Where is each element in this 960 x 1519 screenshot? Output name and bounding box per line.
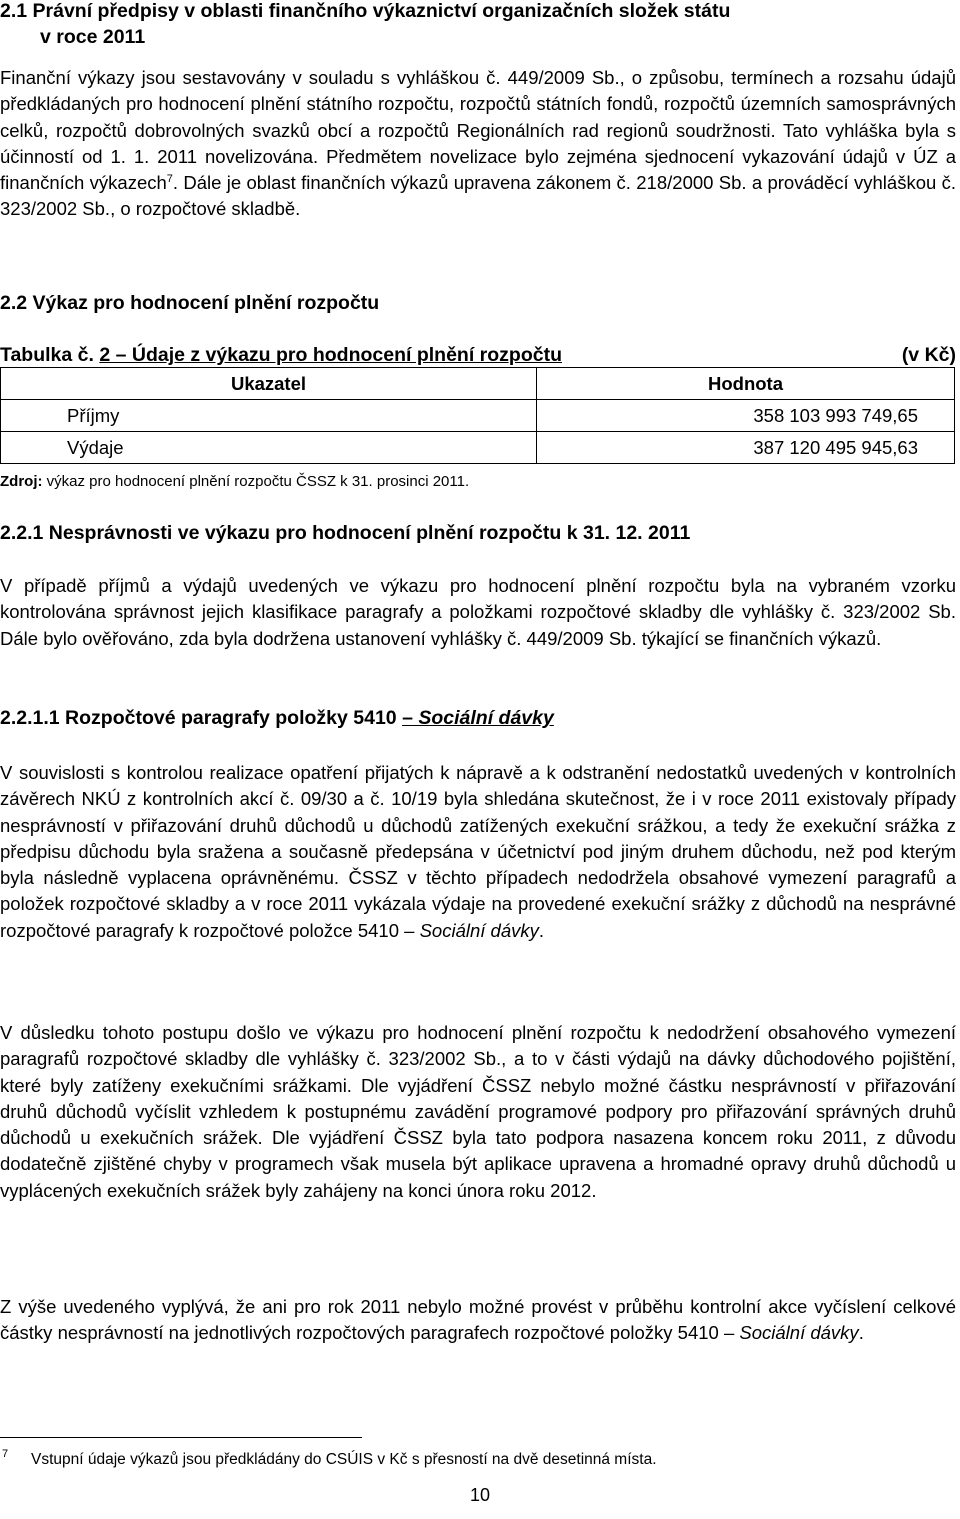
paragraph-verification: V případě příjmů a výdajů uvedených ve výkazu pro hodnocení plnění rozpočtu byla na vybraném vzorku kontrolována správnost jejich klasifikace paragrafy a položkami rozpočtové skladby dle vyhlášky č. 323/2002 Sb. Dále bylo ověřováno, zda byla dodržena ustanovení vyhlášky č. 449/2009 Sb. týkající se finančních výkazů. <box>0 575 956 649</box>
section-heading-2-1 <box>0 0 960 50</box>
section-heading-2-2-1: 2.2.1 Nesprávnosti ve výkazu pro hodnocení plnění rozpočtu k 31. 12. 2011 <box>0 522 691 544</box>
footnote-reference[interactable]: 7 <box>166 173 173 186</box>
header-value: Hodnota <box>537 368 955 400</box>
table-row <box>1 400 955 432</box>
paragraph-text: V souvislosti s kontrolou realizace opatření přijatých k nápravě a k odstranění nedostatků uvedených v kontrolních závěrech NKÚ z kontrolních akcí č. 09/30 a č. 10/19 byla shledána skutečnost, že i v roce 2011 existovaly případy nesprávností v přiřazování druhů důchodů u důchodů zatížených exekuční srážkou, a tedy že exekuční srážka z předpisu důchodu byla sražena a současně předepsána v účetnictví pod jiným druhem důchodu, než pod kterým byla následně vyplacena oprávněnému. ČSSZ v těchto případech nedodržela obsahové vymezení paragrafů a položek rozpočtové skladby a v roce 2011 vykázala výdaje na provedené exekuční srážky z důchodů na nesprávné rozpočtové paragrafy k rozpočtové položce 5410 – <box>0 762 956 941</box>
row-value-expenses: 387 120 495 945,63 <box>537 432 955 464</box>
heading-line-1: 2.1 Právní předpisy v oblasti finančního výkaznictví organizačních složek státu <box>0 0 731 22</box>
section-heading-2-2: 2.2 Výkaz pro hodnocení plnění rozpočtu <box>0 292 380 314</box>
paragraph-conclusion: Z výše uvedeného vyplývá, že ani pro rok 2011 nebylo možné provést v průběhu kontrolní akce vyčíslení celkové částky nesprávností na jednotlivých rozpočtových paragrafech rozpočtové položky 5410 – Sociální dávky. <box>0 1296 956 1344</box>
paragraph-text-cont: . Dále je oblast finančních výkazů upravena zákonem č. 218/2000 Sb. a prováděcí vyhláškou č. 323/2002 Sb., o rozpočtové skladbě. <box>0 172 956 220</box>
heading-italic-title: Sociální dávky <box>412 707 554 729</box>
italic-term: Sociální dávky <box>419 919 539 941</box>
table-caption <box>0 342 956 368</box>
table-header-row <box>1 368 955 400</box>
source-note <box>0 472 469 492</box>
paragraph-consequence: V důsledku tohoto postupu došlo ve výkazu pro hodnocení plnění rozpočtu k nedodržení obsahového vymezení paragrafů rozpočtové skladby dle vyhlášky č. 323/2002 Sb., a to v části výdajů na dávky důchodového pojištění, které byly zatíženy exekučními srážkami. Dle vyjádření ČSSZ nebylo možné částku nesprávností v přiřazování druhů důchodů vyčíslit vzhledem k postupnému zavádění programové podpory pro přiřazování správných druhů důchodů u exekučních srážek. Dle vyjádření ČSSZ byla tato podpora nasazena koncem roku 2011, z důvodu dodatečně zjištěné chyby v programech však musela být aplikace upravena a hromadné opravy druhů důchodů u vyplácených exekučních srážek byly zahájeny na konci února roku 2012. <box>0 1022 956 1201</box>
heading-line-2: v roce 2011 <box>40 26 146 48</box>
italic-term: Sociální dávky <box>739 1322 859 1344</box>
footnote-text: Vstupní údaje výkazů jsou předkládány do CSÚIS v Kč s přesností na dvě desetinná místa. <box>31 1451 657 1468</box>
source-label: Zdroj: <box>0 473 43 490</box>
budget-table <box>0 367 955 464</box>
table-caption-title: 2 – Údaje z výkazu pro hodnocení plnění rozpočtu <box>99 344 562 366</box>
footnote-separator <box>0 1437 362 1438</box>
paragraph-text: Finanční výkazy jsou sestavovány v souladu s vyhláškou č. 449/2009 Sb., o způsobu, termínech a rozsahu údajů předkládaných pro hodnocení plnění státního rozpočtu, rozpočtů státních fondů, rozpočtů územních samosprávných celků, rozpočtů dobrovolných svazků obcí a rozpočtů Regionálních rad regionů soudržnosti. Tato vyhláška byla s účinností od 1. 1. 2011 novelizována. Předmětem novelizace bylo zejména sjednocení vykazování údajů v ÚZ a finančních výkazech <box>0 67 956 194</box>
heading-prefix: 2.2.1.1 Rozpočtové paragrafy položky 5410 <box>0 707 403 729</box>
paragraph-findings: V souvislosti s kontrolou realizace opatření přijatých k nápravě a k odstranění nedostatků uvedených v kontrolních závěrech NKÚ z kontrolních akcí č. 09/30 a č. 10/19 byla shledána skutečnost, že i v roce 2011 existovaly případy nesprávností v přiřazování druhů důchodů u důchodů zatížených exekuční srážkou, a tedy že exekuční srážka z předpisu důchodu byla sražena a současně předepsána v účetnictví pod jiným druhem důchodu, než pod kterým byla následně vyplacena oprávněnému. ČSSZ v těchto případech nedodržela obsahové vymezení paragrafů a položek rozpočtové skladby a v roce 2011 vykázala výdaje na provedené exekuční srážky z důchodů na nesprávné rozpočtové paragrafy k rozpočtové položce 5410 – Sociální dávky. <box>0 762 956 941</box>
heading-dash: – <box>402 707 413 729</box>
section-heading-2-2-1-1 <box>0 705 554 731</box>
table-unit: (v Kč) <box>901 344 956 366</box>
source-text: výkaz pro hodnocení plnění rozpočtu ČSSZ k 31. prosinci 2011. <box>42 473 470 490</box>
row-value-income: 358 103 993 749,65 <box>537 400 955 432</box>
header-indicator: Ukazatel <box>1 368 537 400</box>
row-label-expenses: Výdaje <box>1 432 537 464</box>
page-number: 10 <box>469 1485 491 1505</box>
footnote-number: 7 <box>2 1448 9 1460</box>
paragraph-text: Z výše uvedeného vyplývá, že ani pro rok 2011 nebylo možné provést v průběhu kontrolní akce vyčíslení celkové částky nesprávností na jednotlivých rozpočtových paragrafech rozpočtové položky 5410 – <box>0 1296 956 1344</box>
table-caption-label: Tabulka č. <box>0 344 100 366</box>
row-label-income: Příjmy <box>1 400 537 432</box>
paragraph-legal-basis <box>0 65 956 223</box>
table-row <box>1 432 955 464</box>
